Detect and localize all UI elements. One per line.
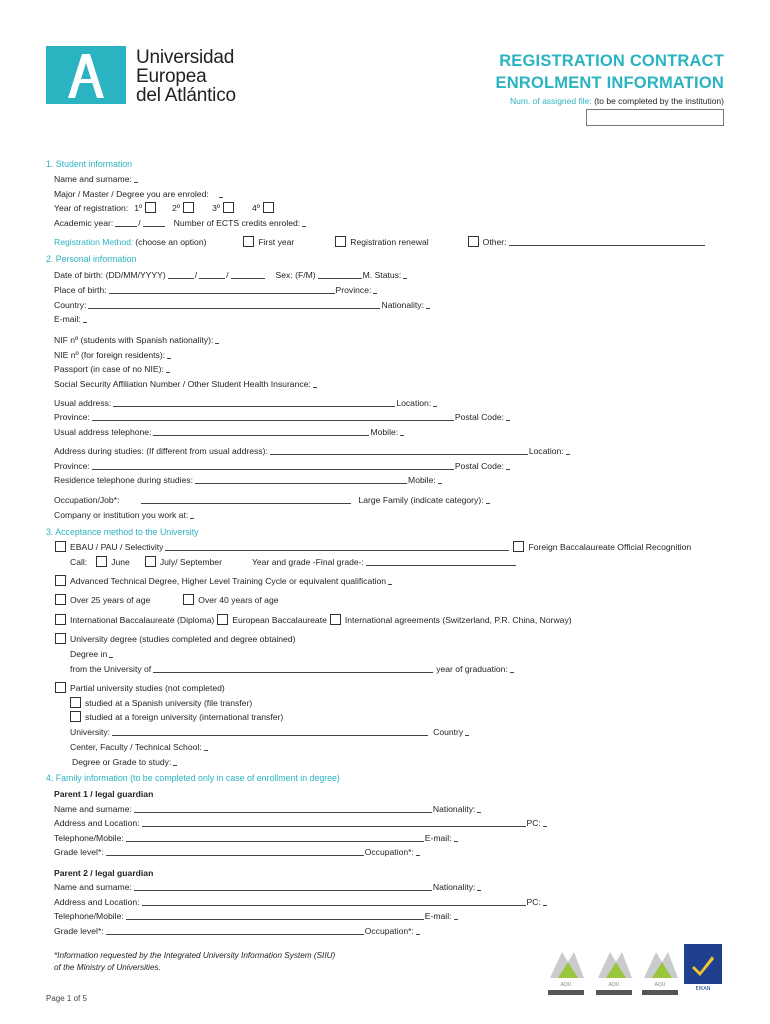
occupation-field[interactable] (141, 496, 351, 504)
year-3-checkbox[interactable] (223, 202, 234, 213)
year-1-checkbox[interactable] (145, 202, 156, 213)
p2-grade-field[interactable] (106, 927, 364, 935)
row-tech: Advanced Technical Degree, Higher Level Training Cycle or equivalent qualification (52, 574, 724, 586)
row-dob: Date of birth: (DD/MM/YYYY) / / Sex: (F/M) M. Status: (54, 268, 724, 280)
row-spanish-univ: studied at a Spanish university (file transfer) (67, 696, 724, 708)
row-name: Name and surname: (54, 172, 724, 184)
mstatus-field[interactable] (403, 271, 407, 279)
row-usual-tel: Usual address telephone: Mobile: (54, 425, 724, 437)
row-p2-tel: Telephone/Mobile: E-mail: (54, 909, 724, 921)
foreign-univ-checkbox[interactable] (70, 711, 81, 722)
p1-pc-field[interactable] (543, 819, 547, 827)
row-p1-tel: Telephone/Mobile: E-mail: (54, 831, 724, 843)
p2-nationality-field[interactable] (477, 883, 481, 891)
social-security-field[interactable] (313, 380, 317, 388)
address-studies-field[interactable] (270, 447, 528, 455)
email-field[interactable] (83, 315, 87, 323)
year-2-checkbox[interactable] (183, 202, 194, 213)
row-call: Call: June July/ September Year and grade -Final grade-: (70, 555, 724, 567)
usual-tel-field[interactable] (153, 428, 369, 436)
row-email: E-mail: (54, 312, 724, 324)
row-p2-name: Name and surname: Nationality: (54, 880, 724, 892)
p2-address-field[interactable] (142, 898, 526, 906)
sex-field[interactable] (318, 271, 362, 279)
aqu-seal-icon-3 (638, 944, 682, 998)
row-occupation: Occupation/Job*: Large Family (indicate category): (54, 493, 724, 505)
first-year-checkbox[interactable] (243, 236, 254, 247)
ebau-checkbox[interactable] (55, 541, 66, 552)
degree-grade-field[interactable] (173, 758, 177, 766)
row-usual-address: Usual address: Location: (54, 396, 724, 408)
row-company: Company or institution you work at: (54, 508, 724, 520)
july-checkbox[interactable] (145, 556, 156, 567)
row-country: Country: Nationality: (54, 298, 724, 310)
usual-address-field[interactable] (113, 399, 395, 407)
row-major: Major / Master / Degree you are enroled: (54, 187, 724, 199)
p1-email-field[interactable] (454, 834, 458, 842)
row-p1-address: Address and Location: PC: (54, 816, 724, 828)
academic-year-start[interactable] (115, 219, 137, 227)
nationality-field[interactable] (426, 301, 430, 309)
row-from-univ: from the University of year of graduation: (70, 662, 724, 674)
aqu-seal-icon-2 (592, 944, 636, 998)
intl-checkbox[interactable] (330, 614, 341, 625)
year-grad-field[interactable] (510, 665, 514, 673)
ebau-field[interactable] (165, 543, 509, 551)
country-field[interactable] (88, 301, 380, 309)
row-center: Center, Faculty / Technical School: (70, 740, 724, 752)
tech-degree-checkbox[interactable] (55, 575, 66, 586)
p1-name-field[interactable] (134, 805, 432, 813)
p1-grade-field[interactable] (106, 848, 364, 856)
from-univ-field[interactable] (153, 665, 433, 673)
row-ebau: EBAU / PAU / Selectivity Foreign Baccalaureate Official Recognition (52, 540, 724, 552)
p2-pc-field[interactable] (543, 898, 547, 906)
p1-address-field[interactable] (142, 819, 526, 827)
year-grade-field[interactable] (366, 558, 516, 566)
row-nie: NIE nº (for foreign residents): (54, 348, 724, 360)
row-degree-grade: Degree or Grade to study: (72, 755, 724, 767)
row-univ-degree: University degree (studies completed and degree obtained) (52, 632, 724, 644)
tech-field[interactable] (388, 577, 392, 585)
svg-text:AQU: AQU (608, 982, 620, 988)
eikan-seal-icon (684, 944, 722, 998)
univ-country-field[interactable] (465, 728, 469, 736)
ib-checkbox[interactable] (55, 614, 66, 625)
company-field[interactable] (190, 511, 194, 519)
renewal-checkbox[interactable] (335, 236, 346, 247)
p2-tel-field[interactable] (126, 912, 424, 920)
academic-year-end[interactable] (143, 219, 165, 227)
row-address-studies: Address during studies: (If different from usual address): Location: (54, 444, 724, 456)
svg-text:AQU: AQU (560, 982, 572, 988)
row-province: Province: Postal Code: (54, 410, 724, 422)
row-p2-grade: Grade level*: Occupation*: (54, 924, 724, 936)
univ-degree-checkbox[interactable] (55, 633, 66, 644)
row-social-security: Social Security Affiliation Number / Other Student Health Insurance: (54, 377, 724, 389)
location-field[interactable] (433, 399, 437, 407)
dob-month[interactable] (199, 271, 225, 279)
passport-field[interactable] (166, 365, 170, 373)
other-checkbox[interactable] (468, 236, 479, 247)
spanish-univ-checkbox[interactable] (70, 697, 81, 708)
postal-code-field[interactable] (506, 413, 510, 421)
document-title: REGISTRATION CONTRACT ENROLMENT INFORMATION (495, 52, 724, 92)
postal-code2-field[interactable] (506, 462, 510, 470)
nie-field[interactable] (167, 351, 171, 359)
page-number: Page 1 of 5 (46, 994, 87, 1003)
row-p1-grade: Grade level*: Occupation*: (54, 845, 724, 857)
siiu-note: *Information requested by the Integrated University Information System (SIIU) of the Ministry of Universities. (54, 951, 336, 972)
province3-field[interactable] (92, 462, 454, 470)
aqu-seal-icon-1 (544, 944, 588, 998)
ects-field[interactable] (302, 219, 306, 227)
dob-year[interactable] (231, 271, 265, 279)
row-academic-year: Academic year: / Number of ECTS credits enroled: (54, 216, 724, 228)
svg-text:EIKAN: EIKAN (695, 986, 711, 992)
svg-text:AQU: AQU (654, 982, 666, 988)
parent1-heading: Parent 1 / legal guardian (54, 789, 154, 799)
june-checkbox[interactable] (96, 556, 107, 567)
p1-nationality-field[interactable] (477, 805, 481, 813)
mobile-field[interactable] (400, 428, 404, 436)
residence-tel-field[interactable] (195, 476, 407, 484)
partial-checkbox[interactable] (55, 682, 66, 693)
foreign-bacc-checkbox[interactable] (513, 541, 524, 552)
row-registration-method: Registration Method: (choose an option) First year Registration renewal Other: (54, 235, 724, 247)
over40-checkbox[interactable] (183, 594, 194, 605)
row-partial: Partial university studies (not completed) (52, 681, 724, 693)
row-p2-address: Address and Location: PC: (54, 895, 724, 907)
degree-in-field[interactable] (109, 650, 113, 658)
university-logo-icon (46, 46, 126, 104)
p2-email-field[interactable] (454, 912, 458, 920)
province2-field[interactable] (92, 413, 454, 421)
p2-name-field[interactable] (134, 883, 432, 891)
row-pob: Place of birth: Province: (54, 283, 724, 295)
row-residence-tel: Residence telephone during studies: Mobile: (54, 473, 724, 485)
row-passport: Passport (in case of no NIE): (54, 362, 724, 374)
row-year-registration: Year of registration: 1º 2º 3º 4º (54, 201, 724, 213)
mobile2-field[interactable] (438, 476, 442, 484)
row-province3: Province: Postal Code: (54, 459, 724, 471)
assigned-file-label: Num. of assigned file: (to be completed by the institution) (509, 96, 724, 106)
large-family-field[interactable] (486, 496, 490, 504)
row-degree-in: Degree in (70, 647, 724, 659)
name-field[interactable] (134, 175, 138, 183)
p2-occupation-field[interactable] (416, 927, 420, 935)
nif-field[interactable] (215, 336, 219, 344)
section-family: 4. Family information (to be completed only in case of enrollment in degree) (46, 773, 340, 783)
year-4-checkbox[interactable] (263, 202, 274, 213)
location2-field[interactable] (566, 447, 570, 455)
center-field[interactable] (204, 743, 208, 751)
row-university: University: Country (70, 725, 724, 737)
university-field[interactable] (112, 728, 428, 736)
province-field[interactable] (373, 286, 377, 294)
section-student-info: 1. Student information (46, 159, 133, 169)
section-acceptance: 3. Acceptance method to the University (46, 527, 199, 537)
p1-tel-field[interactable] (126, 834, 424, 842)
row-foreign-univ: studied at a foreign university (international transfer) (67, 710, 724, 722)
parent2-heading: Parent 2 / legal guardian (54, 868, 154, 878)
p1-occupation-field[interactable] (416, 848, 420, 856)
university-name: Universidad Europea del Atlántico (136, 47, 236, 106)
row-baccalaureate: International Baccalaureate (Diploma) European Baccalaureate International agreements (Switzerland, P.R. China, Norway) (52, 613, 724, 625)
major-field[interactable] (219, 190, 223, 198)
dob-day[interactable] (168, 271, 194, 279)
over25-checkbox[interactable] (55, 594, 66, 605)
row-age: Over 25 years of age Over 40 years of age (52, 593, 724, 605)
assigned-file-input[interactable] (586, 109, 724, 126)
row-p1-name: Name and surname: Nationality: (54, 802, 724, 814)
section-personal-info: 2. Personal information (46, 254, 137, 264)
other-field[interactable] (509, 238, 705, 246)
row-nif: NIF nº (students with Spanish nationality): (54, 333, 724, 345)
pob-field[interactable] (109, 286, 335, 294)
eb-checkbox[interactable] (217, 614, 228, 625)
